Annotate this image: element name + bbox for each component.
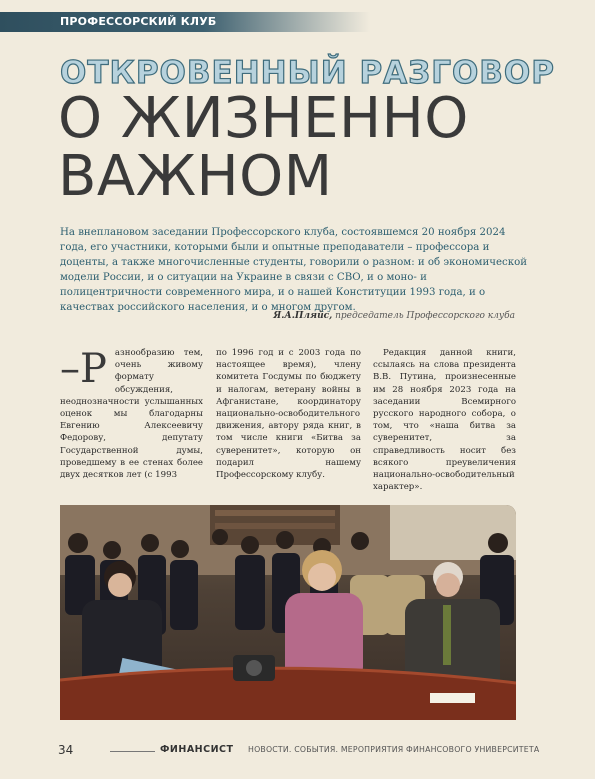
footer-brand: ФИНАНСИСТ bbox=[160, 744, 234, 755]
article-lead: На внеплановом заседании Профессорского клуба, состоявшемся 20 ноября 2024 года, его участники, которыми были и опытные преподаватели – профессора и доценты, а также многочисленные студенты, говорили о разном: и об экономической модели России, и о ситуации на Украине в связи с СВО, и о моно- и полицентричности современного мира, и о нашей Конституции 1993 года, и о качествах российского населения, и о многом другом. bbox=[60, 227, 528, 313]
footer-subtitle: НОВОСТИ. СОБЫТИЯ. МЕРОПРИЯТИЯ ФИНАНСОВОГО УНИВЕРСИТЕТА bbox=[248, 745, 540, 754]
body-column-2: по 1996 год и с 2003 года по настоящее время), члену комитета Госдумы по бюджету и налогам, ветерану войны в Афганистане, координатору национально-освободительного движения, автору ряда книг, в том числе книги «Битва за суверенитет», которую он подарил нашему Профессорскому клубу. bbox=[216, 348, 361, 481]
byline-role: председатель Профессорского клуба bbox=[332, 311, 515, 321]
column-1-text: азнообразию тем, очень живому формату обсуждения, неоднозначности услышанных оценок мы благодарны Евгению Алексеевичу Федорову, депутату Государственной думы, проведшему в ее стенах более двух десятков лет (с 1993 bbox=[60, 348, 203, 481]
headline-line-1: О ЖИЗНЕННО bbox=[58, 86, 469, 151]
section-tag bbox=[0, 12, 370, 32]
meeting-photo bbox=[60, 505, 516, 720]
meeting-photo-illustration bbox=[60, 505, 516, 720]
byline-author: Я.А.Пляйс, bbox=[273, 311, 333, 321]
section-tag-label: ПРОФЕССОРСКИЙ КЛУБ bbox=[60, 15, 217, 28]
byline bbox=[200, 311, 515, 321]
body-column-1 bbox=[60, 347, 203, 481]
column-3-text: Редакция данной книги, ссылаясь на слова президента В.В. Путина, произнесенные им 28 ноября 2023 года на заседании Всемирного русского народного собора, о том, что «наша битва за суверенитет, за справедливость носит без всякого преувеличения национально-освободительный характер». bbox=[373, 348, 516, 493]
article-kicker: ОТКРОВЕННЫЙ РАЗГОВОР bbox=[60, 55, 556, 91]
body-column-3 bbox=[373, 347, 516, 493]
headline-line-2: ВАЖНОМ bbox=[58, 144, 333, 209]
footer-divider bbox=[110, 751, 155, 752]
drop-cap: –Р bbox=[60, 346, 107, 392]
article-headline bbox=[58, 86, 558, 209]
page-number: 34 bbox=[58, 743, 74, 757]
